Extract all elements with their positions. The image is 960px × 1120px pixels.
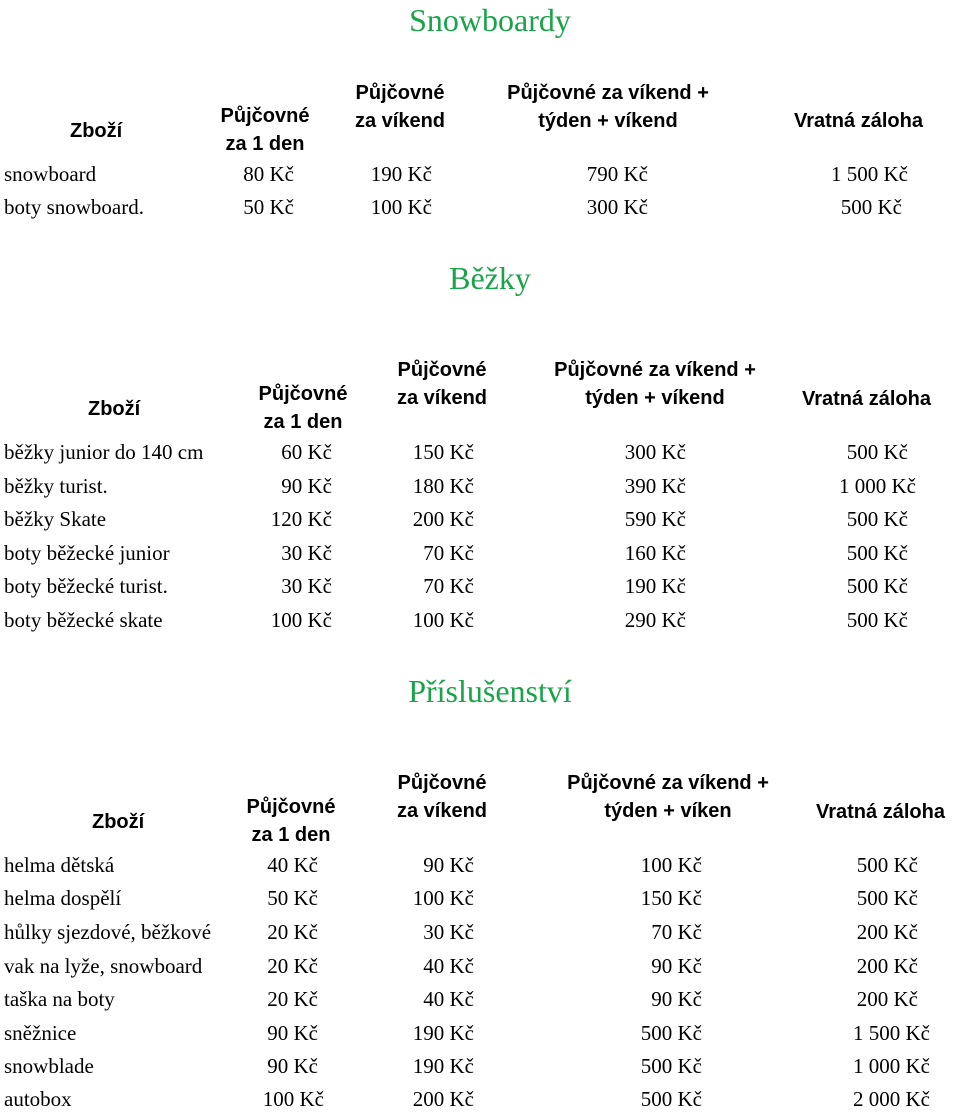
table-row xyxy=(0,853,960,886)
cell-item: boty běžecké junior xyxy=(4,541,170,565)
cell-week: 790 Kč xyxy=(586,162,648,186)
table-row xyxy=(0,608,960,641)
cell-week: 300 Kč xyxy=(624,440,686,464)
cell-deposit: 1 000 Kč xyxy=(853,1054,930,1078)
cell-week: 390 Kč xyxy=(624,474,686,498)
cell-weekend: 150 Kč xyxy=(412,440,474,464)
cell-deposit: 500 Kč xyxy=(840,195,902,219)
cell-weekend: 40 Kč xyxy=(423,954,474,978)
cell-weekend: 100 Kč xyxy=(412,608,474,632)
section-title-prislusenstvi: Příslušenství xyxy=(408,673,572,709)
table-row xyxy=(0,574,960,607)
header-item: Zboží xyxy=(88,398,141,420)
table-row xyxy=(0,440,960,473)
section-title-snowboardy: Snowboardy xyxy=(409,2,571,38)
cell-weekend: 200 Kč xyxy=(412,507,474,531)
cell-deposit: 1 000 Kč xyxy=(839,474,916,498)
cell-day: 100 Kč xyxy=(270,608,332,632)
header-day: Půjčovné za 1 den xyxy=(258,383,348,433)
cell-day: 60 Kč xyxy=(281,440,332,464)
header-day: Půjčovné za 1 den xyxy=(246,796,336,846)
cell-deposit: 500 Kč xyxy=(846,541,908,565)
cell-deposit: 200 Kč xyxy=(856,920,918,944)
header-weekend: Půjčovné za víkend xyxy=(396,359,488,409)
cell-week: 290 Kč xyxy=(624,608,686,632)
cell-deposit: 500 Kč xyxy=(856,886,918,910)
cell-day: 20 Kč xyxy=(267,954,318,978)
cell-weekend: 100 Kč xyxy=(370,195,432,219)
cell-item: snowblade xyxy=(4,1054,94,1078)
cell-week: 190 Kč xyxy=(624,574,686,598)
cell-weekend: 90 Kč xyxy=(423,853,474,877)
cell-deposit: 1 500 Kč xyxy=(831,162,908,186)
header-week: Půjčovné za víkend + týden + víkend xyxy=(507,82,709,132)
cell-day: 90 Kč xyxy=(267,1054,318,1078)
cell-day: 80 Kč xyxy=(243,162,294,186)
cell-week: 90 Kč xyxy=(651,987,702,1011)
cell-item: boty běžecké turist. xyxy=(4,574,168,598)
cell-item: boty běžecké skate xyxy=(4,608,163,632)
header-week: Půjčovné za víkend + týden + víkend xyxy=(554,359,756,409)
header-deposit: Vratná záloha xyxy=(816,801,945,823)
cell-week: 300 Kč xyxy=(586,195,648,219)
cell-deposit: 500 Kč xyxy=(856,853,918,877)
cell-day: 100 Kč xyxy=(262,1087,324,1111)
cell-weekend: 40 Kč xyxy=(423,987,474,1011)
cell-day: 20 Kč xyxy=(267,920,318,944)
cell-deposit: 500 Kč xyxy=(846,608,908,632)
header-weekend: Půjčovné za víkend xyxy=(354,82,446,132)
cell-weekend: 190 Kč xyxy=(412,1054,474,1078)
table-row xyxy=(0,886,960,919)
cell-day: 20 Kč xyxy=(267,987,318,1011)
table-row xyxy=(0,1021,960,1054)
table-row xyxy=(0,195,960,228)
header-item: Zboží xyxy=(92,811,145,833)
cell-weekend: 100 Kč xyxy=(412,886,474,910)
cell-day: 40 Kč xyxy=(267,853,318,877)
table-row xyxy=(0,987,960,1020)
cell-week: 160 Kč xyxy=(624,541,686,565)
cell-item: taška na boty xyxy=(4,987,115,1011)
cell-week: 500 Kč xyxy=(640,1054,702,1078)
cell-deposit: 1 500 Kč xyxy=(853,1021,930,1045)
cell-day: 30 Kč xyxy=(281,574,332,598)
cell-week: 500 Kč xyxy=(640,1021,702,1045)
cell-deposit: 500 Kč xyxy=(846,440,908,464)
table-row xyxy=(0,541,960,574)
table-row xyxy=(0,162,960,195)
table-row xyxy=(0,474,960,507)
cell-item: běžky Skate xyxy=(4,507,107,531)
table-row xyxy=(0,507,960,540)
cell-day: 90 Kč xyxy=(267,1021,318,1045)
header-deposit: Vratná záloha xyxy=(802,388,931,410)
table-row xyxy=(0,920,960,953)
section-title-bezky: Běžky xyxy=(449,260,531,296)
cell-item: helma dospělí xyxy=(4,886,122,910)
header-deposit: Vratná záloha xyxy=(794,110,923,132)
header-week: Půjčovné za víkend + týden + víken xyxy=(567,772,769,822)
cell-weekend: 190 Kč xyxy=(412,1021,474,1045)
cell-week: 500 Kč xyxy=(640,1087,702,1111)
cell-weekend: 180 Kč xyxy=(412,474,474,498)
cell-weekend: 30 Kč xyxy=(423,920,474,944)
cell-week: 100 Kč xyxy=(640,853,702,877)
cell-deposit: 2 000 Kč xyxy=(853,1087,930,1111)
cell-day: 50 Kč xyxy=(243,195,294,219)
cell-deposit: 500 Kč xyxy=(846,574,908,598)
cell-weekend: 190 Kč xyxy=(370,162,432,186)
cell-item: sněžnice xyxy=(4,1021,77,1045)
header-day: Půjčovné za 1 den xyxy=(220,105,310,155)
table-row xyxy=(0,954,960,987)
table-row xyxy=(0,1087,960,1120)
header-item: Zboží xyxy=(70,120,123,142)
cell-deposit: 200 Kč xyxy=(856,954,918,978)
cell-weekend: 70 Kč xyxy=(423,574,474,598)
cell-deposit: 200 Kč xyxy=(856,987,918,1011)
cell-day: 30 Kč xyxy=(281,541,332,565)
cell-week: 90 Kč xyxy=(651,954,702,978)
cell-item: vak na lyže, snowboard xyxy=(4,954,203,978)
cell-item: hůlky sjezdové, běžkové xyxy=(4,920,212,944)
cell-item: autobox xyxy=(4,1087,72,1111)
cell-item: boty snowboard. xyxy=(4,195,144,219)
cell-item: běžky junior do 140 cm xyxy=(4,440,204,464)
cell-day: 50 Kč xyxy=(267,886,318,910)
cell-weekend: 200 Kč xyxy=(412,1087,474,1111)
header-weekend: Půjčovné za víkend xyxy=(396,772,488,822)
cell-week: 70 Kč xyxy=(651,920,702,944)
cell-week: 590 Kč xyxy=(624,507,686,531)
cell-item: helma dětská xyxy=(4,853,115,877)
cell-weekend: 70 Kč xyxy=(423,541,474,565)
cell-day: 90 Kč xyxy=(281,474,332,498)
cell-item: snowboard xyxy=(4,162,97,186)
cell-deposit: 500 Kč xyxy=(846,507,908,531)
cell-week: 150 Kč xyxy=(640,886,702,910)
cell-day: 120 Kč xyxy=(270,507,332,531)
cell-item: běžky turist. xyxy=(4,474,108,498)
table-row xyxy=(0,1054,960,1087)
